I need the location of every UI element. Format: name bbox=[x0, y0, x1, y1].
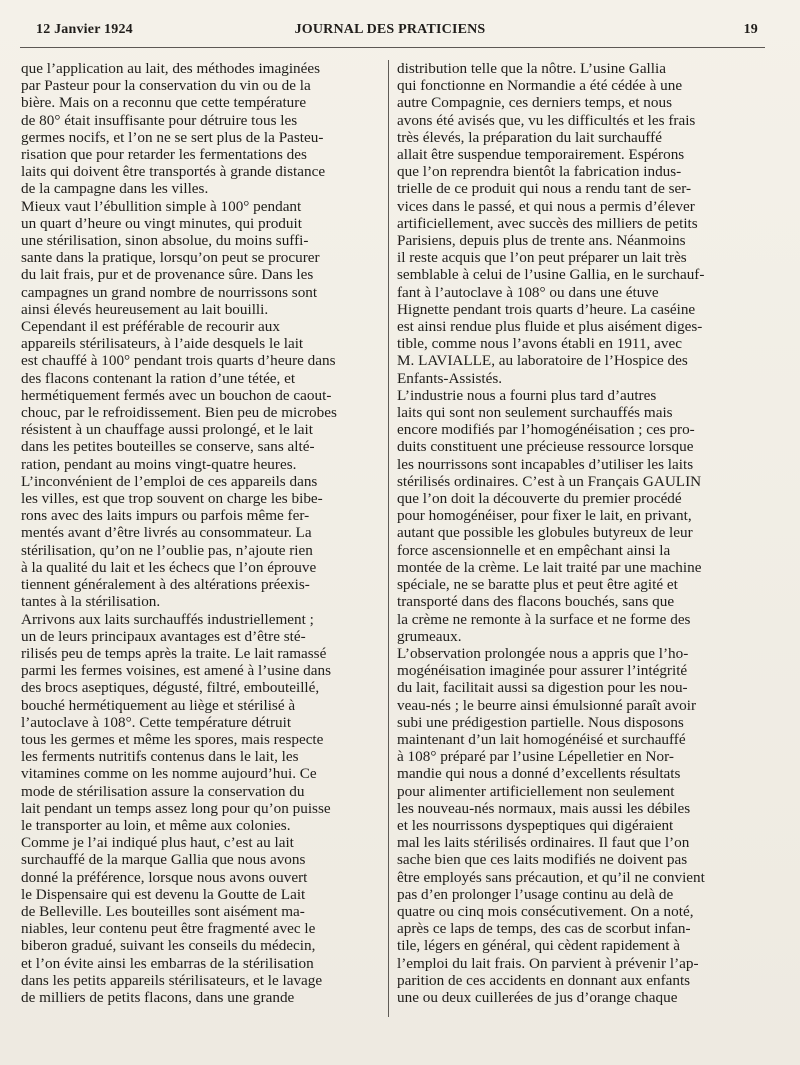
left-column bbox=[21, 60, 381, 1017]
paragraph: Mieux vaut l’ébullition simple à 100° pendant un quart d’heure ou vingt minutes, qui produit une stérilisation, sinon absolue, du moins suffi- sante dans la pratique, lorsqu’on peut se procurer du lait frais, pur et de provenance sûre. Dans les campagnes un grand nombre de nourrissons sont ainsi élevés heureusement au lait bouilli. bbox=[21, 197, 320, 318]
article-columns bbox=[21, 60, 757, 1017]
paragraph: Comme je l’ai indiqué plus haut, c’est au lait surchauffé de la marque Gallia que nous avons donné la préférence, lorsque nous avons ouvert le Dispensaire qui est devenu la Goutte de Lait de Belleville. Les bouteilles sont aisément ma- niables, leur contenu peut être fragmenté avec le biberon gradué, suivant les conseils du médecin, et l’on évite ainsi les embarras de la stérilisation dans les petits appareils stérilisateurs, et le lavage de milliers de petits flacons, dans une grande bbox=[21, 834, 323, 1006]
paragraph: L’industrie nous a fourni plus tard d’autres laits qui sont non seulement surchauffés mais encore modifiés par l’homogénéisation ; ces pro- duits constituent une précieuse ressource lorsque les nourrissons sont incapables d’utiliser les laits stérilisés ordinaires. C’est à un Français GAULIN que l’on doit la découverte du premier procédé pour homogénéiser, pour fixer le lait, en privant, autant que possible les globules butyreux de leur force ascensionnelle et en empêchant ainsi la montée de la crème. Le lait traité par une machine spéciale, ne se baratte plus et peut être agité et transporté dans des flacons bouchés, sans que la crème ne remonte à la surface et ne forme des grumeaux. bbox=[397, 386, 702, 645]
header-divider bbox=[20, 47, 765, 48]
journal-title: JOURNAL DES PRATICIENS bbox=[294, 22, 486, 37]
paragraph: que l’application au lait, des méthodes imaginées par Pasteur pour la conservation du vin ou de la bière. Mais on a reconnu que cette température de 80° était insuffisante pour détruire tous les germes nocifs, et l’on ne se sert plus de la Pasteu- risation que pour retarder les fermentations des laits qui doivent être transportés à grande distance de la campagne dans les villes. bbox=[21, 60, 326, 198]
right-column bbox=[397, 60, 757, 1017]
paragraph: Arrivons aux laits surchauffés industriellement ; un de leurs principaux avantages est d’être sté- rilisés peu de temps après la traite. Le lait ramassé parmi les fermes voisines, est amené à l’usine dans des brocs aseptiques, dégusté, filtré, embouteillé, bouché hermétiquement au liège et stérilisé à l’autoclave à 108°. Cette température détruit tous les germes et même les spores, mais respecte les ferments nutritifs contenus dans le lait, les vitamines comme on les nomme aujourd’hui. Ce mode de stérilisation assure la conservation du lait pendant un temps assez long pour qu’on puisse le transporter au loin, et même aux colonies. bbox=[21, 610, 331, 834]
paragraph: Cependant il est préférable de recourir aux appareils stérilisateurs, à l’aide desquels le lait est chauffé à 100° pendant trois quarts d’heure dans des flacons contenant la ration d’une tétée, et hermétiquement fermés avec un bouchon de caout- chouc, par le refroidissement. Bien peu de microbes résistent à un chauffage aussi prolongé, et le lait dans les petites bouteilles se conserve, sans alté- ration, pendant au moins vingt-quatre heures. L’inconvénient de l’emploi de ces appareils dans les villes, est que trop souvent on charge les bibe- rons avec des laits impurs ou parfois même fer- mentés avant d’être livrés au consommateur. La stérilisation, qu’on ne l’oublie pas, n’ajoute rien à la qualité du lait et les échecs que l’on éprouve tiennent généralement à des altérations préexis- tantes à la stérilisation. bbox=[21, 318, 337, 611]
paragraph: L’observation prolongée nous a appris que l’ho- mogénéisation imaginée pour assurer l’intégrité du lait, facilitait aussi sa digestion pour les nou- veau-nés ; le beurre ainsi émulsionné paraît avoir subi une prédigestion partielle. Nous disposons maintenant d’un lait homogénéisé et surchauffé à 108° préparé par l’usine Lépelletier en Nor- mandie qui nous a donné d’excellents résultats pour alimenter artificiellement non seulement les nouveau-nés normaux, mais aussi les débiles et les nourrissons dyspeptiques qui digéraient mal les laits stérilisés ordinaires. Il faut que l’on sache bien que ces laits modifiés ne doivent pas être employés sans précaution, et qu’il ne convient pas d’en prolonger l’usage continu au delà de quatre ou cinq mois consécutivement. On a noté, après ce laps de temps, des cas de scorbut infan- tile, légers en général, qui cèdent rapidement à l’emploi du lait frais. On parvient à prévenir l’ap- parition de ces accidents en donnant aux enfants une ou deux cuillerées de jus d’orange chaque bbox=[397, 644, 705, 1006]
paragraph: distribution telle que la nôtre. L’usine Gallia qui fonctionne en Normandie a été cédée à une autre Compagnie, ces derniers temps, et nous avons été avisés que, vu les difficultés et les frais très élevés, la préparation du lait surchauffé allait être suspendue temporairement. Espérons que l’on reprendra bientôt la fabrication indus- trielle de ce produit qui nous a rendu tant de ser- vices dans le passé, et qui nous a permis d’élever artificiellement, avec succès des milliers de petits Parisiens, depuis plus de trente ans. Néanmoins il reste acquis que l’on peut préparer un lait très semblable à celui de l’usine Gallia, en le surchauf- fant à l’autoclave à 108° ou dans une étuve Hignette pendant trois quarts d’heure. La caséine est ainsi rendue plus fluide et plus aisément diges- tible, comme nous l’avons établi en 1911, avec M. LAVIALLE, au laboratoire de l’Hospice des Enfants-Assistés. bbox=[397, 60, 705, 387]
page-number: 19 bbox=[743, 22, 758, 37]
header-date: 12 Janvier 1924 bbox=[36, 22, 133, 37]
page-header bbox=[22, 18, 758, 46]
